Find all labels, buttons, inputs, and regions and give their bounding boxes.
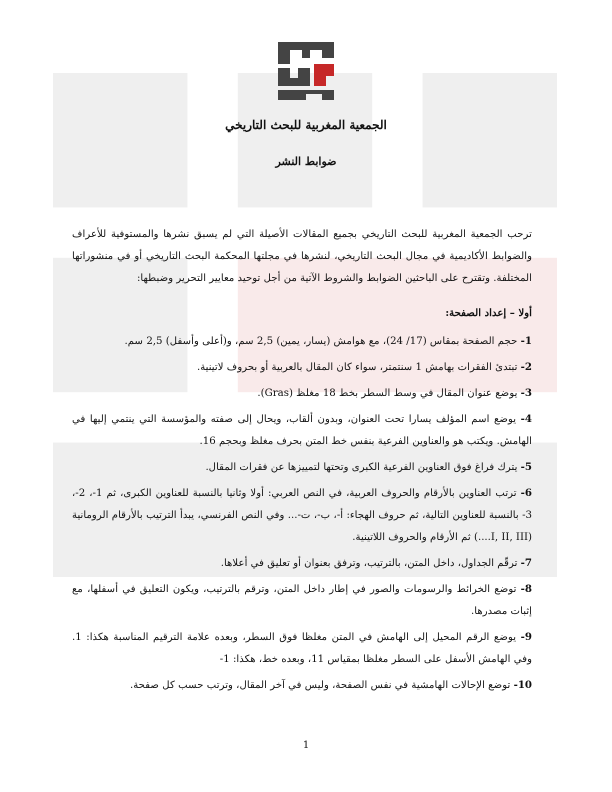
rule-item bbox=[72, 578, 532, 623]
rule-number: 4- bbox=[520, 413, 532, 425]
rule-item bbox=[72, 626, 532, 671]
rule-number: 6- bbox=[520, 487, 532, 499]
intro-paragraph: ترحب الجمعية المغربية للبحث التاريخي بجميع المقالات الأصيلة التي لم يسبق نشرها والمستوفية للأعراف والضوابط الأكاديمية في مجال البحث التاريخي، لنشرها في مجلتها المحكمة البحث التاريخي أو في منشوراتها المختلفة. وتقترح على الباحثين الضوابط والشروط الآتية من أجل توحيد معايير التحرير وضبطها: bbox=[72, 229, 532, 284]
rule-text: توضع الإحالات الهامشية في نفس الصفحة، وليس في آخر المقال، وترتب حسب كل صفحة. bbox=[129, 680, 511, 691]
organization-title: الجمعية المغربية للبحث التاريخي bbox=[225, 118, 387, 132]
association-logo bbox=[276, 40, 336, 102]
rules-list bbox=[72, 330, 532, 697]
rule-item bbox=[72, 330, 532, 353]
page-number: 1 bbox=[302, 740, 310, 751]
rule-text: يوضع عنوان المقال في وسط السطر بخط 18 مغلظ (Gras). bbox=[257, 388, 518, 399]
rule-text: ترتب العناوين بالأرقام والحروف العربية، في النص العربي: أولا وثانيا بالنسبة للعناوين الكبرى، ثم 1-، 2-، 3- بالنسبة للعناوين التالية، ثم حروف الهجاء: أ-، ب-، ت-... وفي النص الفرنسي، يبدأ الترتيب بالأرقام الرومانية (I, II, III....) ثم الأرقام والحروف اللاتينية. bbox=[72, 488, 532, 543]
rule-number: 3- bbox=[520, 387, 532, 399]
rule-number: 1- bbox=[520, 335, 532, 347]
rule-item bbox=[72, 456, 532, 479]
rule-number: 7- bbox=[520, 557, 532, 569]
document-body bbox=[72, 224, 532, 700]
rule-item bbox=[72, 356, 532, 379]
rule-text: توضع الخرائط والرسومات والصور في إطار داخل المتن، وترقم بالترتيب، ويكون التعليق في أسفلها، مع إثبات مصدرها. bbox=[72, 584, 532, 617]
rule-text: حجم الصفحة بمقاس (17/ 24)، مع هوامش (يسار، يمين) 2,5 سم، و(أعلى وأسفل) 2,5 سم. bbox=[124, 336, 518, 347]
rule-number: 2- bbox=[520, 361, 532, 373]
rule-number: 9- bbox=[520, 631, 532, 643]
section-heading: أولا – إعداد الصفحة: bbox=[445, 307, 532, 319]
document-title: ضوابط النشر bbox=[275, 155, 337, 168]
rule-item bbox=[72, 674, 532, 697]
rule-number: 8- bbox=[520, 583, 532, 595]
rule-item bbox=[72, 482, 532, 549]
rule-text: يترك فراغ فوق العناوين الفرعية الكبرى وتحتها لتمييزها عن فقرات المقال. bbox=[205, 462, 518, 473]
rule-item bbox=[72, 408, 532, 453]
rule-item bbox=[72, 382, 532, 405]
rule-text: ترقّم الجداول، داخل المتن، بالترتيب، وترفق بعنوان أو تعليق في أعلاها. bbox=[220, 558, 518, 569]
rule-text: تبتدئ الفقرات بهامش 1 سنتمتر، سواء كان المقال بالعربية أو بحروف لاتينية. bbox=[196, 362, 518, 373]
rule-text: يوضع اسم المؤلف يسارا تحت العنوان، وبدون ألقاب، ويحال إلى صفته والمؤسسة التي ينتمي إليها في الهامش. ويكتب هو والعناوين الفرعية بنفس خط المتن بحرف مغلظ وبحجم 16. bbox=[72, 414, 532, 447]
rule-number: 10- bbox=[513, 679, 532, 691]
rule-text: يوضع الرقم المحيل إلى الهامش في المتن مغلظا فوق السطر، وبعده علامة الترقيم المناسبة هكذا: 1. وفي الهامش الأسفل على السطر مغلظا بمقياس 11، وبعده خط، هكذا: 1- bbox=[72, 632, 532, 665]
rule-item bbox=[72, 552, 532, 575]
rule-number: 5- bbox=[520, 461, 532, 473]
